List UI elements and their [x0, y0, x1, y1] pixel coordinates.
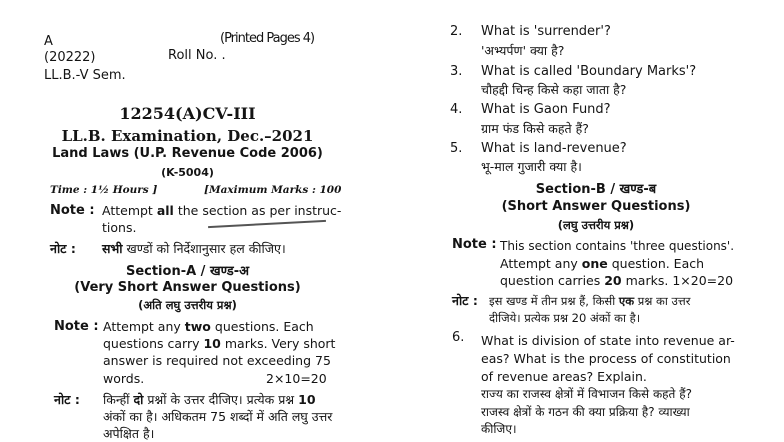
section-a-hindi-line-3: अपेक्षित है।	[103, 426, 155, 441]
section-a-note-line-1	[103, 319, 314, 335]
question-6-english-line-3: of revenue areas? Explain.	[481, 369, 647, 384]
section-b-note-line-3	[500, 273, 733, 289]
section-a-note-line-3: answer is required not exceeding 75	[103, 353, 331, 368]
section-b-note-label: Note :	[452, 237, 497, 252]
section-a-note-line-4: words.	[103, 371, 145, 386]
section-a-note-2-pre: questions carry	[103, 336, 200, 351]
exam-title: LL.B. Examination, Dec.–2021	[61, 127, 314, 145]
section-b-note-3-bold: 20	[604, 273, 622, 288]
question-6-hindi-line-3: कीजिए।	[481, 422, 517, 436]
scan-mark	[208, 220, 326, 228]
question-5-hindi: भू-माल गुजारी क्या है।	[481, 159, 582, 174]
general-note-pre: Attempt	[102, 203, 153, 218]
paper-code: 12254(A)CV-III	[119, 104, 256, 123]
general-note-bold: all	[156, 203, 174, 218]
question-3-number: 3.	[450, 64, 463, 79]
section-b-hindi-line-2: दीजिये। प्रत्येक प्रश्न 20 अंकों का है।	[489, 311, 641, 325]
question-2-hindi: 'अभ्यर्पण' क्या है?	[481, 43, 565, 58]
section-b-hindi-1-bold: एक	[618, 294, 635, 308]
section-b-note-line-2	[500, 256, 704, 272]
question-3-hindi: चौहद्दी चिन्ह किसे कहा जाता है?	[481, 82, 627, 97]
section-a-hindi-1-post: प्रश्नों के उत्तर दीजिए। प्रत्येक प्रश्न	[147, 392, 295, 407]
section-a-subtitle: (Very Short Answer Questions)	[74, 280, 301, 295]
question-6-english-line-1: What is division of state into revenue ar-	[481, 333, 735, 348]
question-4-english: What is Gaon Fund?	[481, 102, 611, 117]
section-b-hindi-note-label: नोट :	[452, 293, 478, 308]
question-2-english: What is 'surrender'?	[481, 24, 611, 39]
section-b-subtitle: (Short Answer Questions)	[501, 199, 691, 214]
question-5-english: What is land-revenue?	[481, 141, 627, 156]
printed-pages: (Printed Pages 4)	[220, 31, 315, 46]
section-b-note-line-1: This section contains 'three questions'.	[500, 239, 735, 253]
subject-title: Land Laws (U.P. Revenue Code 2006)	[52, 146, 323, 161]
general-note-hindi-bold: सभी	[102, 241, 123, 256]
section-a-note-2-post: marks. Very short	[224, 336, 336, 351]
general-note-post: the section as per instruc-	[177, 203, 342, 218]
section-a-hindi-1-pre: किन्हीं	[103, 392, 130, 407]
section-b-hindi-subtitle: (लघु उत्तरीय प्रश्न)	[557, 218, 635, 232]
section-a-hindi-1-bold: दो	[133, 392, 144, 407]
general-note-hindi-label: नोट :	[50, 241, 76, 256]
question-6-hindi-line-2: राजस्व क्षेत्रों के गठन की क्या प्रक्रिया है? व्याख्या	[481, 405, 690, 419]
section-a-note-1-pre: Attempt any	[103, 319, 181, 334]
section-a-marks: 2×10=20	[266, 371, 327, 386]
section-b-note-3-pre: question carries	[500, 273, 601, 288]
section-b-note-2-bold: one	[581, 256, 608, 271]
section-b-hindi-line-1	[489, 293, 690, 309]
roll-number-label: Roll No. .	[168, 48, 226, 63]
section-b-title: Section-B / खण्ड-ब	[535, 182, 657, 197]
section-a-note-2-bold: 10	[203, 336, 221, 351]
maximum-marks: [Maximum Marks : 100	[204, 184, 342, 196]
section-b-note-2-post: question. Each	[611, 256, 705, 271]
section-b-marks: 1×20=20	[672, 273, 734, 288]
section-b-hindi-1-post: प्रश्न का उत्तर	[637, 294, 691, 308]
general-note-hindi-text: खण्डों को निर्देशानुसार हल कीजिए।	[126, 241, 286, 256]
question-6-hindi-line-1: राज्य का राजस्व क्षेत्रों में विभाजन किसे कहते हैं?	[481, 387, 692, 401]
general-note-label: Note :	[50, 203, 95, 218]
series-letter: A	[44, 34, 53, 49]
section-a-hindi-line-1	[103, 392, 316, 408]
section-a-note-1-bold: two	[184, 319, 211, 334]
section-a-note-label: Note :	[54, 319, 99, 334]
section-a-hindi-note-label: नोट :	[54, 392, 80, 407]
question-5-number: 5.	[450, 141, 463, 156]
question-2-number: 2.	[450, 24, 463, 39]
general-note-line-1	[102, 203, 341, 219]
question-6-english-line-2: eas? What is the process of constitution	[481, 351, 731, 366]
semester: LL.B.-V Sem.	[44, 68, 126, 83]
section-a-note-line-2	[103, 336, 335, 352]
subject-code: (K-5004)	[161, 166, 214, 179]
section-a-note-1-post: questions. Each	[214, 319, 314, 334]
question-4-number: 4.	[450, 102, 463, 117]
section-b-hindi-1-pre: इस खण्ड में तीन प्रश्न हैं, किसी	[489, 294, 616, 308]
section-a-hindi-line-2: अंकों का है। अधिकतम 75 शब्दों में अति लघु उत्तर	[103, 409, 333, 424]
section-a-hindi-1-num: 10	[298, 392, 316, 407]
general-note-line-2: tions.	[102, 220, 137, 235]
section-b-note-2-pre: Attempt any	[500, 256, 578, 271]
general-note-hindi	[102, 241, 286, 257]
time-allowed: Time : 1½ Hours ]	[50, 184, 158, 196]
question-3-english: What is called 'Boundary Marks'?	[481, 64, 697, 79]
section-a-hindi-subtitle: (अति लघु उत्तरीय प्रश्न)	[138, 298, 237, 312]
paper-serial-code: (20222)	[44, 50, 96, 65]
question-6-number: 6.	[452, 330, 465, 345]
section-a-title: Section-A / खण्ड-अ	[125, 264, 250, 279]
question-4-hindi: ग्राम फंड किसे कहते हैं?	[481, 121, 589, 136]
section-b-note-3-post: marks.	[625, 273, 669, 288]
